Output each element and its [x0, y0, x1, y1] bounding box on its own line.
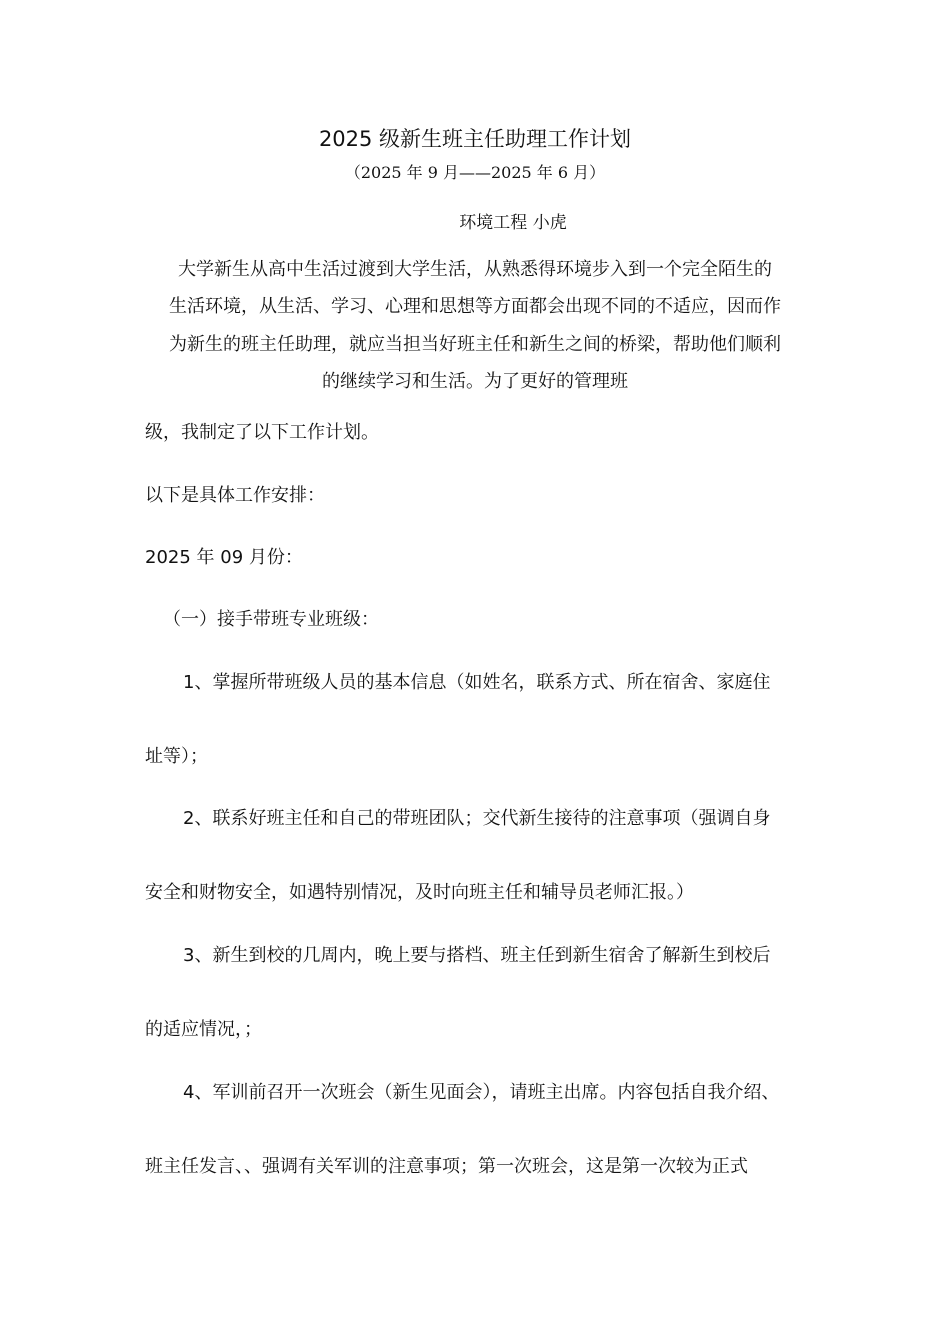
list-item: 1、掌握所带班级人员的基本信息（如姓名，联系方式、所在宿舍、家庭住: [183, 672, 771, 693]
list-item-continuation: 址等）；: [145, 746, 208, 767]
subsection-heading: （一）接手带班专业班级：: [163, 609, 379, 630]
section-heading: 以下是具体工作安排：: [145, 485, 325, 506]
body-line: 级，我制定了以下工作计划。: [145, 422, 379, 443]
list-item: 3、新生到校的几周内，晚上要与搭档、班主任到新生宿舍了解新生到校后: [183, 945, 771, 966]
list-item: 2、联系好班主任和自己的带班团队；交代新生接待的注意事项（强调自身: [183, 808, 771, 829]
intro-line: 生活环境，从生活、学习、心理和思想等方面都会出现不同的不适应，因而作: [169, 296, 781, 317]
document-title: 2025 级新生班主任助理工作计划: [318, 127, 632, 151]
document-date-range: （2025 年 9 月——2025 年 6 月）: [344, 163, 606, 182]
list-item: 4、军训前召开一次班会（新生见面会），请班主出席。内容包括自我介绍、: [183, 1082, 780, 1103]
intro-line: 的继续学习和生活。为了更好的管理班: [322, 371, 628, 392]
document-author: 环境工程 小虎: [459, 213, 567, 233]
list-item-continuation: 安全和财物安全，如遇特别情况，及时向班主任和辅导员老师汇报。）: [145, 882, 694, 903]
month-heading: 2025 年 09 月份：: [145, 547, 303, 568]
list-item-continuation: 班主任发言、、强调有关军训的注意事项；第一次班会，这是第一次较为正式: [145, 1156, 748, 1177]
list-item-continuation: 的适应情况，；: [145, 1019, 262, 1040]
intro-line: 为新生的班主任助理，就应当担当好班主任和新生之间的桥梁，帮助他们顺利: [169, 334, 781, 355]
intro-line: 大学新生从高中生活过渡到大学生活，从熟悉得环境步入到一个完全陌生的: [178, 259, 772, 280]
